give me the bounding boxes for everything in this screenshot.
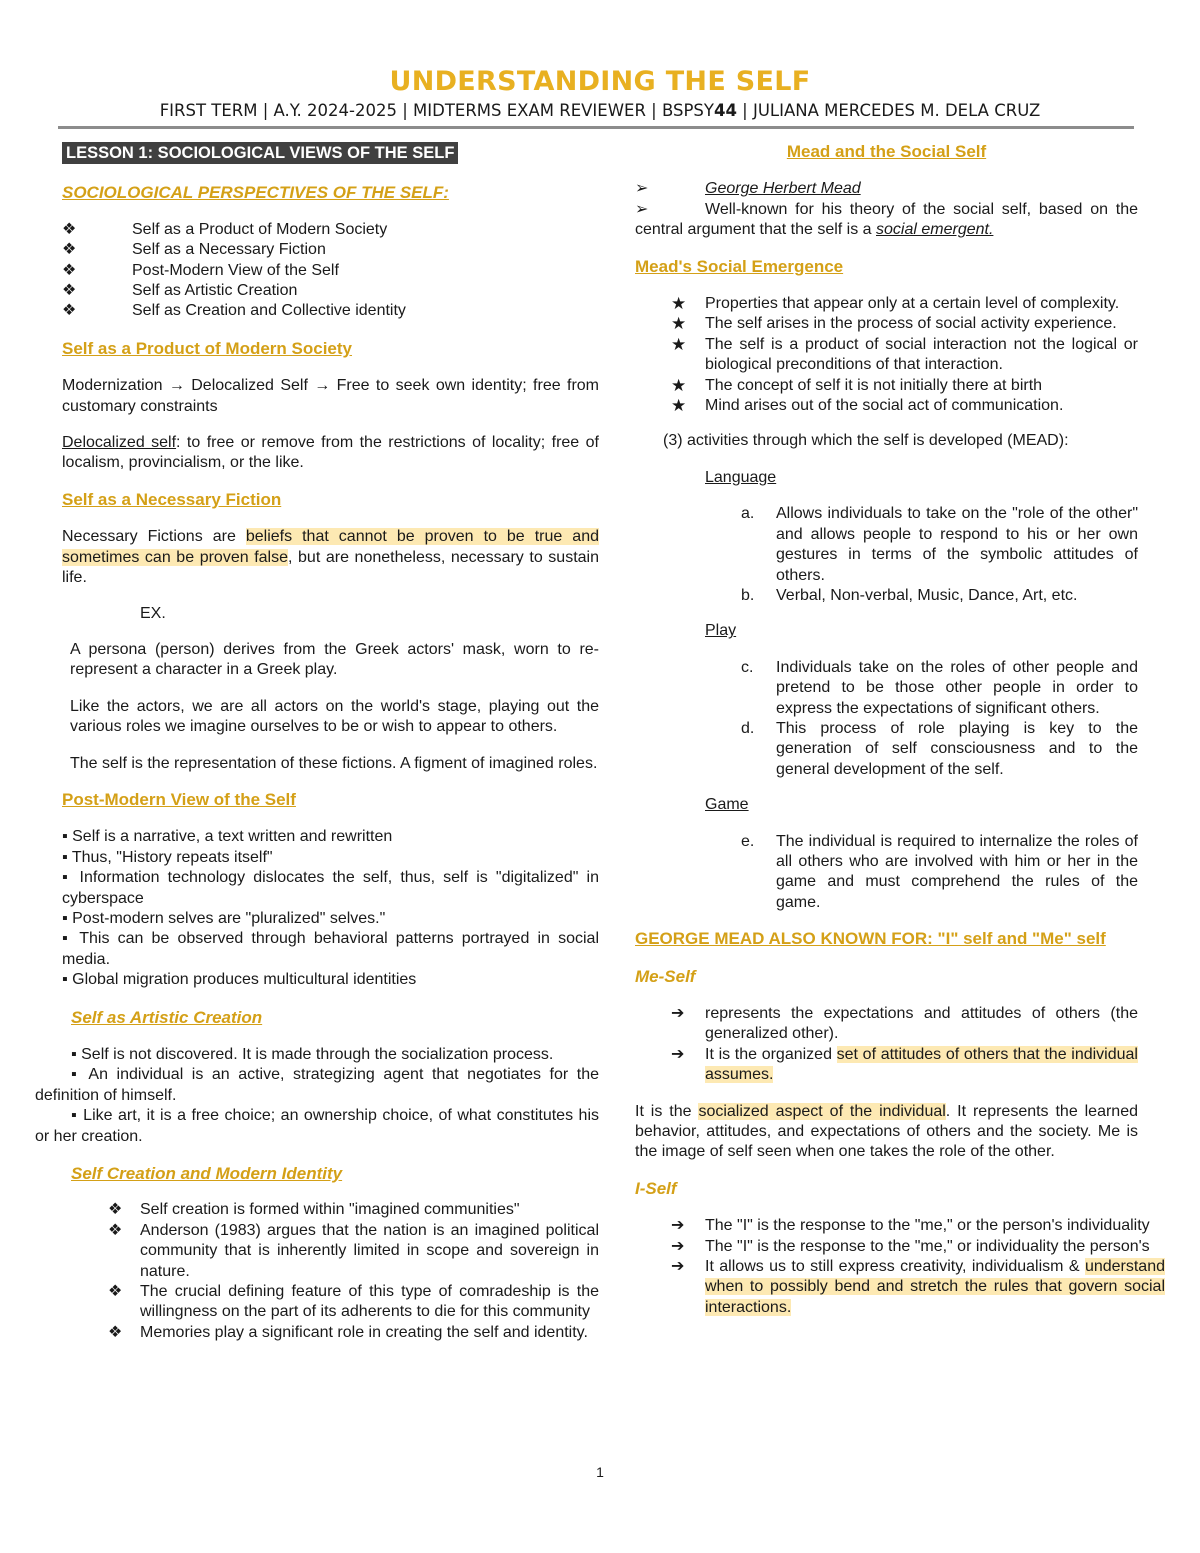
list-item-text: represents the expectations and attitudes of others (the generalized other). [705,1005,1138,1043]
list-item-text: Mind arises out of the social act of communication. [705,397,1064,415]
list-item-text: Properties that appear only at a certain level of complexity. [705,295,1120,313]
list-item [635,314,1138,334]
artistic-heading: Self as Artistic Creation [71,1007,263,1027]
arrow-bullet-icon: ➔ [671,1258,685,1276]
artistic-list [35,1045,599,1147]
list-item-text: The self is a product of social interaction not the logical or biological preconditions of that interaction. [705,335,1138,374]
list-item: ▪ Global migration produces multicultural identities [62,971,417,989]
list-item [635,1004,1138,1045]
diamond-bullet-icon: ❖ [108,1283,123,1301]
play-label: Play [705,622,737,640]
text: , but are nonetheless, necessary to sustain life. [62,548,599,587]
item-letter: a. [741,505,755,523]
highlighted-text: understand when to possibly bend and stretch the rules that govern social interactions. [705,1258,1165,1316]
list-item-text: The individual is required to internalize the roles of all others who are involved with him or her in the game and must comprehend the rules of the game. [776,832,1138,911]
activities-intro: (3) activities through which the self is developed (MEAD): [663,432,1069,450]
item-letter: b. [741,586,755,604]
perspectives-list [62,220,599,322]
text: Necessary Fictions are [62,528,246,546]
list-item [62,220,599,240]
list-item-text: The self arises in the process of social activity experience. [705,315,1117,333]
header-divider [58,126,1134,129]
postmodern-heading: Post-Modern View of the Self [62,789,296,809]
list-item-text: Self as Creation and Collective identity [132,302,406,320]
arrow-bullet-icon: ➔ [671,1005,685,1022]
list-item-text: Individuals take on the roles of other people and pretend to be those other people in order to express the expectations of significant others. [776,658,1138,717]
example-label: EX. [140,604,166,622]
star-bullet-icon: ★ [671,375,687,395]
list-item-text: The crucial defining feature of this type of comradeship is the willingness on the part of its adherents to die for this community [140,1283,599,1321]
persona-paragraph: A persona (person) derives from the Greek actors' mask, worn to re-represent a character in a Greek play. [70,640,599,679]
list-item: ▪ Self is a narrative, a text written and rewritten [62,828,393,846]
game-list [635,832,1138,914]
list-item [635,1045,1138,1086]
person-name: George Herbert Mead [705,180,861,198]
highlighted-text: socialized aspect of the individual [698,1102,946,1120]
i-self-heading: I-Self [635,1178,677,1198]
list-item: ▪ An individual is an active, strategizing agent that negotiates for the definition of himself. [35,1066,599,1104]
list-item-text: Memories play a significant role in creating the self and identity. [140,1323,588,1341]
arrow-bullet-icon: ➔ [671,1217,685,1235]
game-label: Game [705,796,749,814]
list-item [635,1216,1165,1236]
arrowhead-bullet-icon: ➢ [635,200,649,218]
language-label: Language [705,468,777,486]
document-title: UNDERSTANDING THE SELF [389,66,811,97]
list-item [635,376,1138,396]
list-item-text: Self as a Necessary Fiction [132,241,326,259]
list-item [635,832,1138,914]
list-item [635,586,1138,606]
list-item-text: Anderson (1983) argues that the nation is an imagined political community that is inherently limited in scope and sovereign in nature. [140,1221,599,1280]
page-number: 1 [596,1464,604,1480]
lesson-title: LESSON 1: SOCIOLOGICAL VIEWS OF THE SELF [62,142,458,164]
list-item [635,658,1138,719]
me-self-paragraph [635,1102,1138,1163]
right-column [635,140,1165,1318]
product-heading: Self as a Product of Modern Society [62,338,353,358]
left-column [35,140,599,1343]
list-item [62,1221,599,1282]
highlighted-text: beliefs that cannot be proven to be true and sometimes can be proven false [62,528,599,566]
representation-paragraph: The self is the representation of these fictions. A figment of imagined roles. [70,754,598,772]
list-item [635,335,1138,376]
definition: : to free or remove from the restrictions of locality; free of localism, provincialism, or the like. [62,434,599,472]
term: social emergent. [876,221,994,239]
arrow-bullet-icon: ➔ [671,1237,685,1255]
me-self-list [635,1004,1138,1086]
list-item-text: The concept of self it is not initially there at birth [705,376,1043,394]
term: Delocalized self [62,434,177,452]
diamond-bullet-icon: ❖ [62,282,77,300]
text: It is the [635,1102,699,1120]
delocalized-definition [62,433,599,474]
document-subtitle [0,101,1200,120]
list-item-text: Verbal, Non-verbal, Music, Dance, Art, etc. [776,586,1078,604]
list-item-text: The "I" is the response to the "me," or individuality the person's [705,1237,1150,1255]
list-item: ▪ Post-modern selves are "pluralized" selves." [62,909,386,927]
emergence-list [635,294,1138,416]
list-item [635,294,1138,314]
list-item [635,1237,1165,1257]
list-item [635,396,1138,416]
arrow-bullet-icon: ➔ [671,1045,685,1063]
highlighted-text: set of attitudes of others that the individual assumes. [705,1045,1138,1084]
list-item [635,1257,1165,1318]
subtitle-text: FIRST TERM | A.Y. 2024-2025 | MIDTERMS EXAM REVIEWER | BSPSY [159,101,714,120]
list-item [635,719,1138,780]
diamond-bullet-icon: ❖ [62,261,77,279]
mead-description [635,200,1138,241]
subtitle-author: | JULIANA MERCEDES M. DELA CRUZ [736,101,1041,120]
text: Well-known for his theory of the social self, based on the central argument that the self is a [635,200,1138,239]
list-item: ▪ This can be observed through behavioral patterns portrayed in social media. [62,930,599,968]
list-item [62,1323,599,1343]
diamond-bullet-icon: ❖ [62,220,77,238]
creation-heading: Self Creation and Modern Identity [71,1164,343,1184]
language-list [635,504,1138,606]
emergence-heading: Mead's Social Emergence [635,256,844,276]
list-item-text: The "I" is the response to the "me," or the person's individuality [705,1217,1150,1235]
item-letter: d. [741,719,755,737]
fiction-heading: Self as a Necessary Fiction [62,489,282,509]
subtitle-bold-text: 44 [713,101,737,120]
list-item-text: This process of role playing is key to the generation of self consciousness and to the general development of the self. [776,719,1138,778]
play-list [635,658,1138,780]
diamond-bullet-icon: ❖ [108,1221,123,1239]
list-item: ▪ Self is not discovered. It is made through the socialization process. [71,1046,554,1063]
known-for-heading: GEORGE MEAD ALSO KNOWN FOR: "I" self and "Me" self [635,929,1106,949]
i-self-list [635,1216,1165,1318]
star-bullet-icon: ★ [671,294,687,314]
perspectives-heading: SOCIOLOGICAL PERSPECTIVES OF THE SELF: [62,183,449,203]
diamond-bullet-icon: ❖ [108,1323,123,1341]
star-bullet-icon: ★ [671,314,687,334]
list-item-text: Post-Modern View of the Self [132,261,339,279]
text: . It represents the learned behavior, attitudes, and expectations of others and the society. Me is the image of self seen when one takes the role of the other. [635,1102,1138,1161]
arrowhead-bullet-icon: ➢ [635,180,649,198]
list-item [62,301,599,321]
list-item-text: Self as a Product of Modern Society [132,220,388,238]
list-item: ▪ Information technology dislocates the self, thus, self is "digitalized" in cyberspace [62,869,599,907]
list-item [62,240,599,260]
list-item: ▪ Like art, it is a free choice; an ownership choice, of what constitutes his or her creation. [35,1107,599,1145]
fiction-paragraph [62,527,599,588]
list-item [62,261,599,281]
item-letter: e. [741,832,755,850]
diamond-bullet-icon: ❖ [62,302,77,320]
list-item-text: Allows individuals to take on the "role of the other" and allows people to respond to his or her own gestures in terms of the symbolic attitudes of others. [776,505,1138,584]
mead-name-line [635,179,1138,199]
list-item-text: Self creation is formed within "imagined communities" [140,1201,520,1219]
list-item [62,281,599,301]
diamond-bullet-icon: ❖ [108,1201,123,1219]
creation-list [62,1200,599,1343]
actors-paragraph: Like the actors, we are all actors on the world's stage, playing out the various roles we imagine ourselves to be or wish to appear to others. [70,697,599,736]
star-bullet-icon: ★ [671,334,687,354]
list-item: ▪ Thus, "History repeats itself" [62,848,273,866]
list-item-text: It allows us to still express creativity, individualism & [705,1258,1085,1276]
list-item-text: It is the organized [705,1045,837,1063]
list-item-text: Self as Artistic Creation [132,282,298,300]
me-self-heading: Me-Self [635,966,696,986]
item-letter: c. [741,658,754,676]
star-bullet-icon: ★ [671,396,687,416]
mead-heading: Mead and the Social Self [786,142,987,161]
diamond-bullet-icon: ❖ [62,241,77,259]
list-item [62,1282,599,1323]
product-paragraph: Modernization → Delocalized Self → Free to seek own identity; free from customary constraints [62,377,599,415]
postmodern-list [62,827,599,990]
list-item [62,1200,599,1220]
list-item [635,504,1138,586]
